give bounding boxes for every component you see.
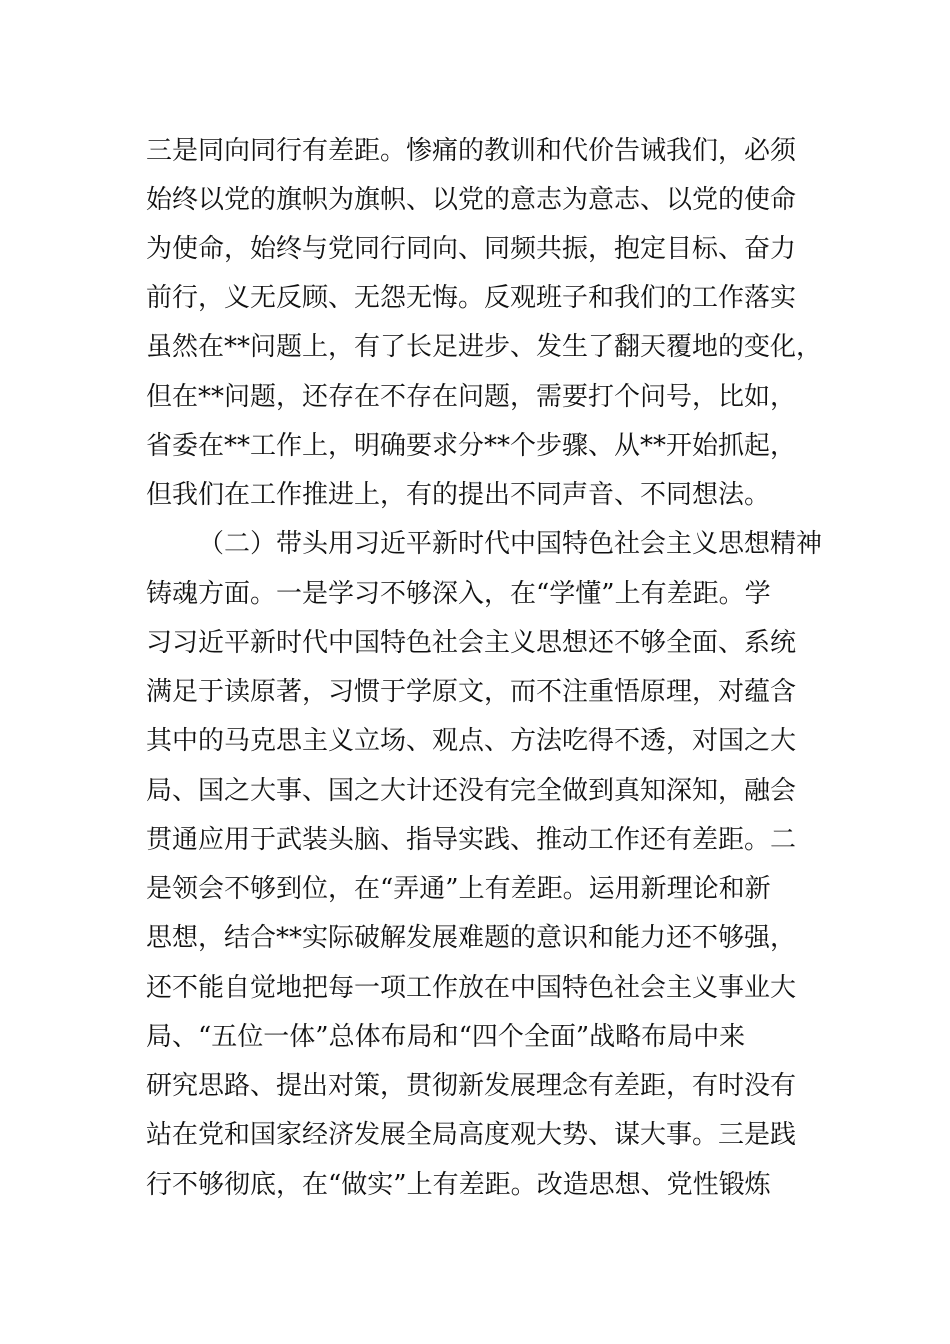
text-line: 贯通应用于武装头脑、指导实践、推动工作还有差距。二	[146, 825, 797, 855]
text-line: 始终以党的旗帜为旗帜、以党的意志为意志、以党的使命	[146, 185, 797, 215]
text-line: 研究思路、提出对策，贯彻新发展理念有差距，有时没有	[146, 1071, 797, 1101]
text-line: 其中的马克思主义立场、观点、方法吃得不透，对国之大	[146, 726, 797, 756]
section-heading-line: （二）带头用习近平新时代中国特色社会主义思想精神	[198, 529, 823, 559]
text-line: 局、“五位一体”总体布局和“四个全面”战略布局中来	[146, 1022, 746, 1052]
text-line: 三是同向同行有差距。惨痛的教训和代价告诫我们，必须	[146, 136, 797, 166]
text-line: 行不够彻底，在“做实”上有差距。改造思想、党性锻炼	[146, 1170, 771, 1200]
text-line: 省委在**工作上，明确要求分**个步骤、从**开始抓起，	[146, 431, 797, 461]
text-line: 是领会不够到位，在“弄通”上有差距。运用新理论和新	[146, 874, 771, 904]
text-line: 局、国之大事、国之大计还没有完全做到真知深知，融会	[146, 776, 797, 806]
text-line: 但在**问题，还存在不存在问题，需要打个问号，比如，	[146, 382, 797, 412]
text-line: 虽然在**问题上，有了长足进步、发生了翻天覆地的变化，	[146, 332, 823, 362]
text-line: 还不能自觉地把每一项工作放在中国特色社会主义事业大	[146, 973, 797, 1003]
text-line: 思想，结合**实际破解发展难题的意识和能力还不够强，	[146, 923, 797, 953]
text-line: 习习近平新时代中国特色社会主义思想还不够全面、系统	[146, 628, 797, 658]
text-line: 但我们在工作推进上，有的提出不同声音、不同想法。	[146, 480, 771, 510]
text-line: 满足于读原著，习惯于学原文，而不注重悟原理，对蕴含	[146, 677, 797, 707]
text-line: 铸魂方面。一是学习不够深入，在“学懂”上有差距。学	[146, 579, 771, 609]
text-line: 前行，义无反顾、无怨无悔。反观班子和我们的工作落实	[146, 283, 797, 313]
text-line: 为使命，始终与党同行同向、同频共振，抱定目标、奋力	[146, 234, 797, 264]
text-line: 站在党和国家经济发展全局高度观大势、谋大事。三是践	[146, 1120, 797, 1150]
